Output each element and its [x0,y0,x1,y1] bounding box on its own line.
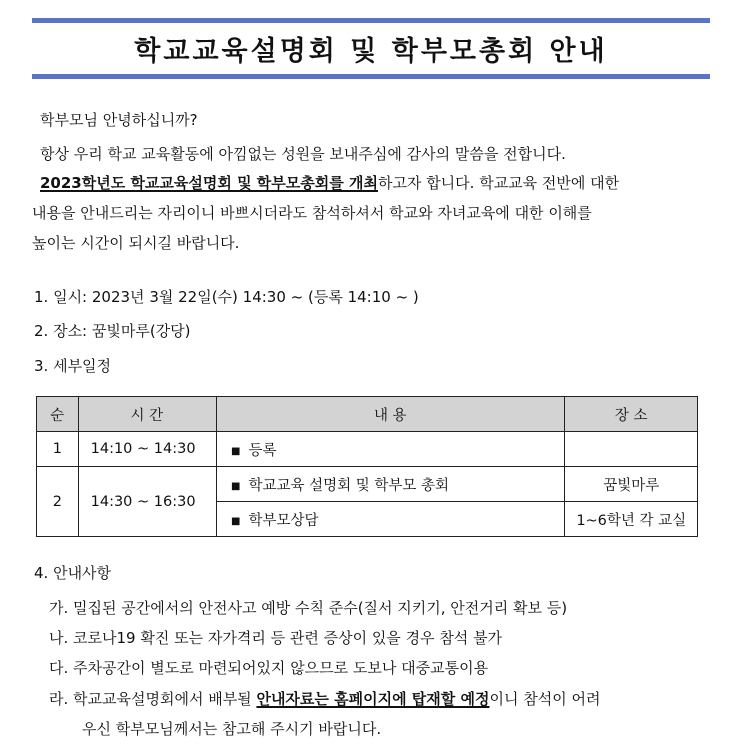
row2a-content: 학교교육 설명회 및 학부모 총회 [248,477,449,494]
intro-line-2 [40,173,619,193]
page-title: 학교교육설명회 및 학부모총회 안내 [134,36,608,67]
note-da: 다. 주차공간이 별도로 마련되어있지 않으므로 도보나 대중교통이용 [49,659,489,677]
row2b-content-cell [217,502,565,537]
header-content: 내 용 [217,397,565,432]
row1-place [565,432,698,467]
row2-no: 2 [37,467,79,537]
row1-content-cell [217,432,565,467]
note-ra [49,689,600,709]
table-row [37,432,698,467]
note-ra-prefix: 라. 학교교육설명회에서 배부될 [49,690,257,708]
bullet-square-icon: ■ [231,480,241,492]
item-schedule: 3. 세부일정 [34,357,112,375]
intro-line-3: 내용을 안내드리는 자리이니 바쁘시더라도 참석하셔서 학교와 자녀교육에 대한 이해를 [32,204,592,222]
table-row [37,467,698,502]
bullet-square-icon: ■ [231,515,241,527]
header-no: 순 [37,397,79,432]
intro-line-4: 높이는 시간이 되시길 바랍니다. [32,234,240,252]
note-ra-suffix: 이니 참석이 어려 [489,690,601,708]
table-header-row [37,397,698,432]
event-announcement: 2023학년도 학교교육설명회 및 학부모총회를 개최 [40,174,378,192]
schedule-table [36,396,698,537]
intro-line-1: 항상 우리 학교 교육활동에 아낌없는 성원을 보내주심에 감사의 말씀을 전합니다. [40,145,566,163]
row1-no: 1 [37,432,79,467]
row2a-place: 꿈빛마루 [565,467,698,502]
row1-content: 등록 [248,442,277,459]
item-date: 1. 일시: 2023년 3월 22일(수) 14:30 ~ (등록 14:10 ~ ) [34,288,419,306]
row1-time: 14:10 ~ 14:30 [78,432,216,467]
greeting: 학부모님 안녕하십니까? [40,111,198,129]
title-rule-bottom [32,74,710,79]
header-time: 시 간 [78,397,216,432]
note-ra-highlight: 안내자료는 홈페이지에 탑재할 예정 [256,690,490,708]
row2b-content: 학부모상담 [248,512,319,529]
intro-line-2-rest: 하고자 합니다. 학교교육 전반에 대한 [377,174,620,192]
bullet-square-icon: ■ [231,445,241,457]
note-ga: 가. 밀집된 공간에서의 안전사고 예방 수칙 준수(질서 지키기, 안전거리 확보 등) [49,599,568,617]
note-ra-line-2: 우신 학부모님께서는 참고해 주시기 바랍니다. [82,720,382,738]
row2-time: 14:30 ~ 16:30 [78,467,216,537]
item-place: 2. 장소: 꿈빛마루(강당) [34,322,191,340]
note-na: 나. 코로나19 확진 또는 자가격리 등 관련 증상이 있을 경우 참석 불가 [49,629,503,647]
row2b-place: 1~6학년 각 교실 [565,502,698,537]
item-notes: 4. 안내사항 [34,564,112,582]
row2a-content-cell [217,467,565,502]
header-place: 장 소 [565,397,698,432]
